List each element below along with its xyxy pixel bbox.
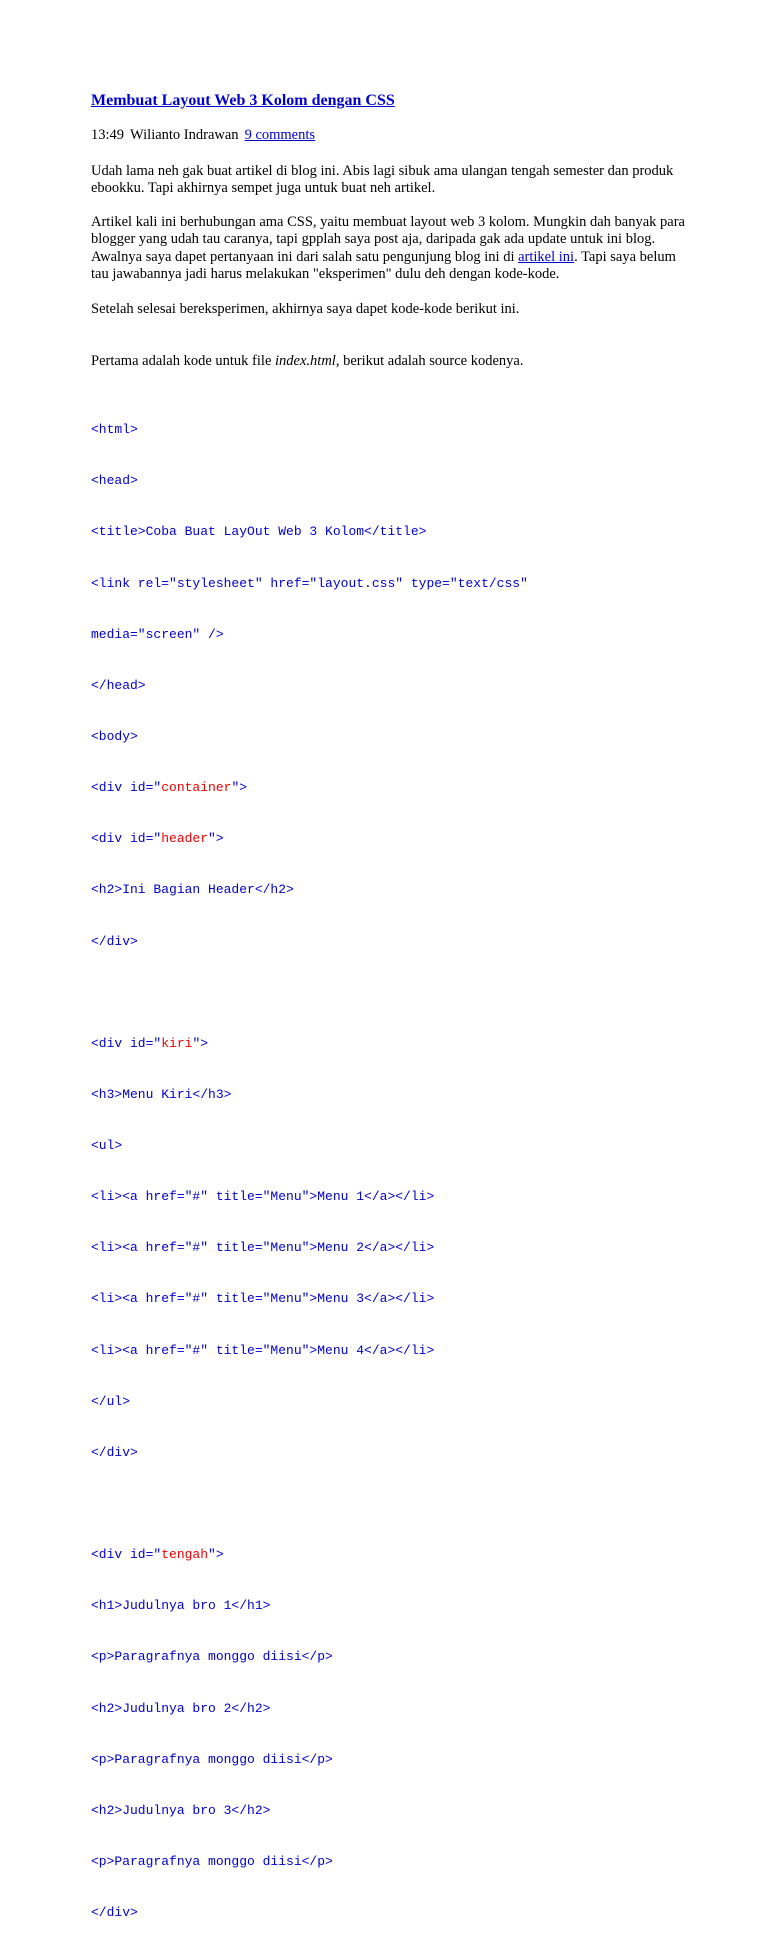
code-block — [91, 387, 528, 1955]
code-attr-value: tengah — [161, 1547, 209, 1563]
paragraph-index-text-end: , berikut adalah source kodenya. — [335, 353, 524, 369]
code-text: <div id=" — [91, 1547, 162, 1563]
comments-link[interactable]: 9 comments — [244, 127, 316, 143]
code-line — [91, 830, 528, 847]
code-text: "> — [192, 1035, 209, 1051]
code-blank-line — [91, 1495, 528, 1512]
post-meta — [91, 126, 315, 144]
code-line: <html> — [91, 422, 138, 438]
code-line: media="screen" /> — [91, 626, 224, 642]
code-line: <li><a href="#" title="Menu">Menu 1</a></li> — [91, 1189, 435, 1205]
paragraph-result: Setelah selesai bereksperimen, akhirnya saya dapet kode-kode berikut ini. — [91, 301, 520, 317]
code-line: </div> — [91, 1905, 138, 1921]
code-attr-value: header — [161, 831, 209, 847]
code-line: </head> — [91, 677, 146, 693]
paragraph-index — [91, 353, 696, 370]
code-line: <p>Paragrafnya monggo diisi</p> — [91, 1751, 333, 1767]
code-attr-value: container — [161, 780, 232, 796]
code-line: <title>Coba Buat LayOut Web 3 Kolom</title> — [91, 524, 427, 540]
code-line: <li><a href="#" title="Menu">Menu 4</a></li> — [91, 1342, 435, 1358]
post-time: 13:49 — [91, 127, 125, 143]
code-line: <h2>Ini Bagian Header</h2> — [91, 882, 294, 898]
code-line: <li><a href="#" title="Menu">Menu 3</a></li> — [91, 1291, 435, 1307]
code-line: <p>Paragrafnya monggo diisi</p> — [91, 1649, 333, 1665]
code-text: "> — [208, 1547, 224, 1563]
code-line — [91, 1546, 528, 1563]
code-text: "> — [231, 780, 248, 796]
code-text: <div id=" — [91, 831, 162, 847]
post-title-link[interactable]: Membuat Layout Web 3 Kolom dengan CSS — [91, 92, 395, 109]
paragraph-css — [91, 214, 696, 283]
code-line: </div> — [91, 1444, 138, 1460]
post-title — [91, 91, 395, 111]
filename-index-html: index.html — [275, 353, 336, 369]
artikel-ini-link[interactable]: artikel ini — [518, 248, 575, 265]
code-text: <div id=" — [91, 1035, 162, 1051]
code-line: </div> — [91, 933, 138, 949]
code-line: </ul> — [91, 1393, 131, 1409]
code-line — [91, 1035, 528, 1052]
code-line: <ul> — [91, 1138, 123, 1154]
paragraph-intro: Udah lama neh gak buat artikel di blog ini. Abis lagi sibuk ama ulangan tengah semester dan produk ebookku. Tapi akhirnya sempet juga untuk buat neh artikel. — [91, 163, 674, 197]
post-author: Wilianto Indrawan — [130, 127, 239, 143]
code-line: <li><a href="#" title="Menu">Menu 2</a></li> — [91, 1240, 435, 1256]
paragraph-css-text-end: . Tapi saya belum tau jawabannya jadi harus melakukan "eksperimen" dulu deh dengan kode-kode. — [91, 248, 676, 282]
code-attr-value: kiri — [161, 1035, 193, 1051]
code-blank-line — [91, 984, 528, 1001]
code-line: <head> — [91, 473, 138, 489]
paragraph-css-text: Artikel kali ini berhubungan ama CSS, yaitu membuat layout web 3 kolom. Mungkin dah banyak para blogger yang udah tau caranya, tapi gpplah saya post aja, daripada gak ada update untuk ini blog. Awalnya saya dapet pertanyaan ini dari salah satu pengunjung blog ini di — [91, 214, 685, 265]
code-line: <h3>Menu Kiri</h3> — [91, 1086, 232, 1102]
code-line: <h2>Judulnya bro 2</h2> — [91, 1700, 271, 1716]
code-line: <p>Paragrafnya monggo diisi</p> — [91, 1854, 333, 1870]
code-text: "> — [208, 831, 224, 847]
code-line: <body> — [91, 728, 138, 744]
code-line: <h2>Judulnya bro 3</h2> — [91, 1802, 271, 1818]
code-text: <div id=" — [91, 780, 162, 796]
paragraph-index-text: Pertama adalah kode untuk file — [91, 353, 276, 369]
code-line: <link rel="stylesheet" href="layout.css" type="text/css" — [91, 575, 528, 591]
code-line — [91, 779, 528, 796]
code-line: <h1>Judulnya bro 1</h1> — [91, 1598, 271, 1614]
